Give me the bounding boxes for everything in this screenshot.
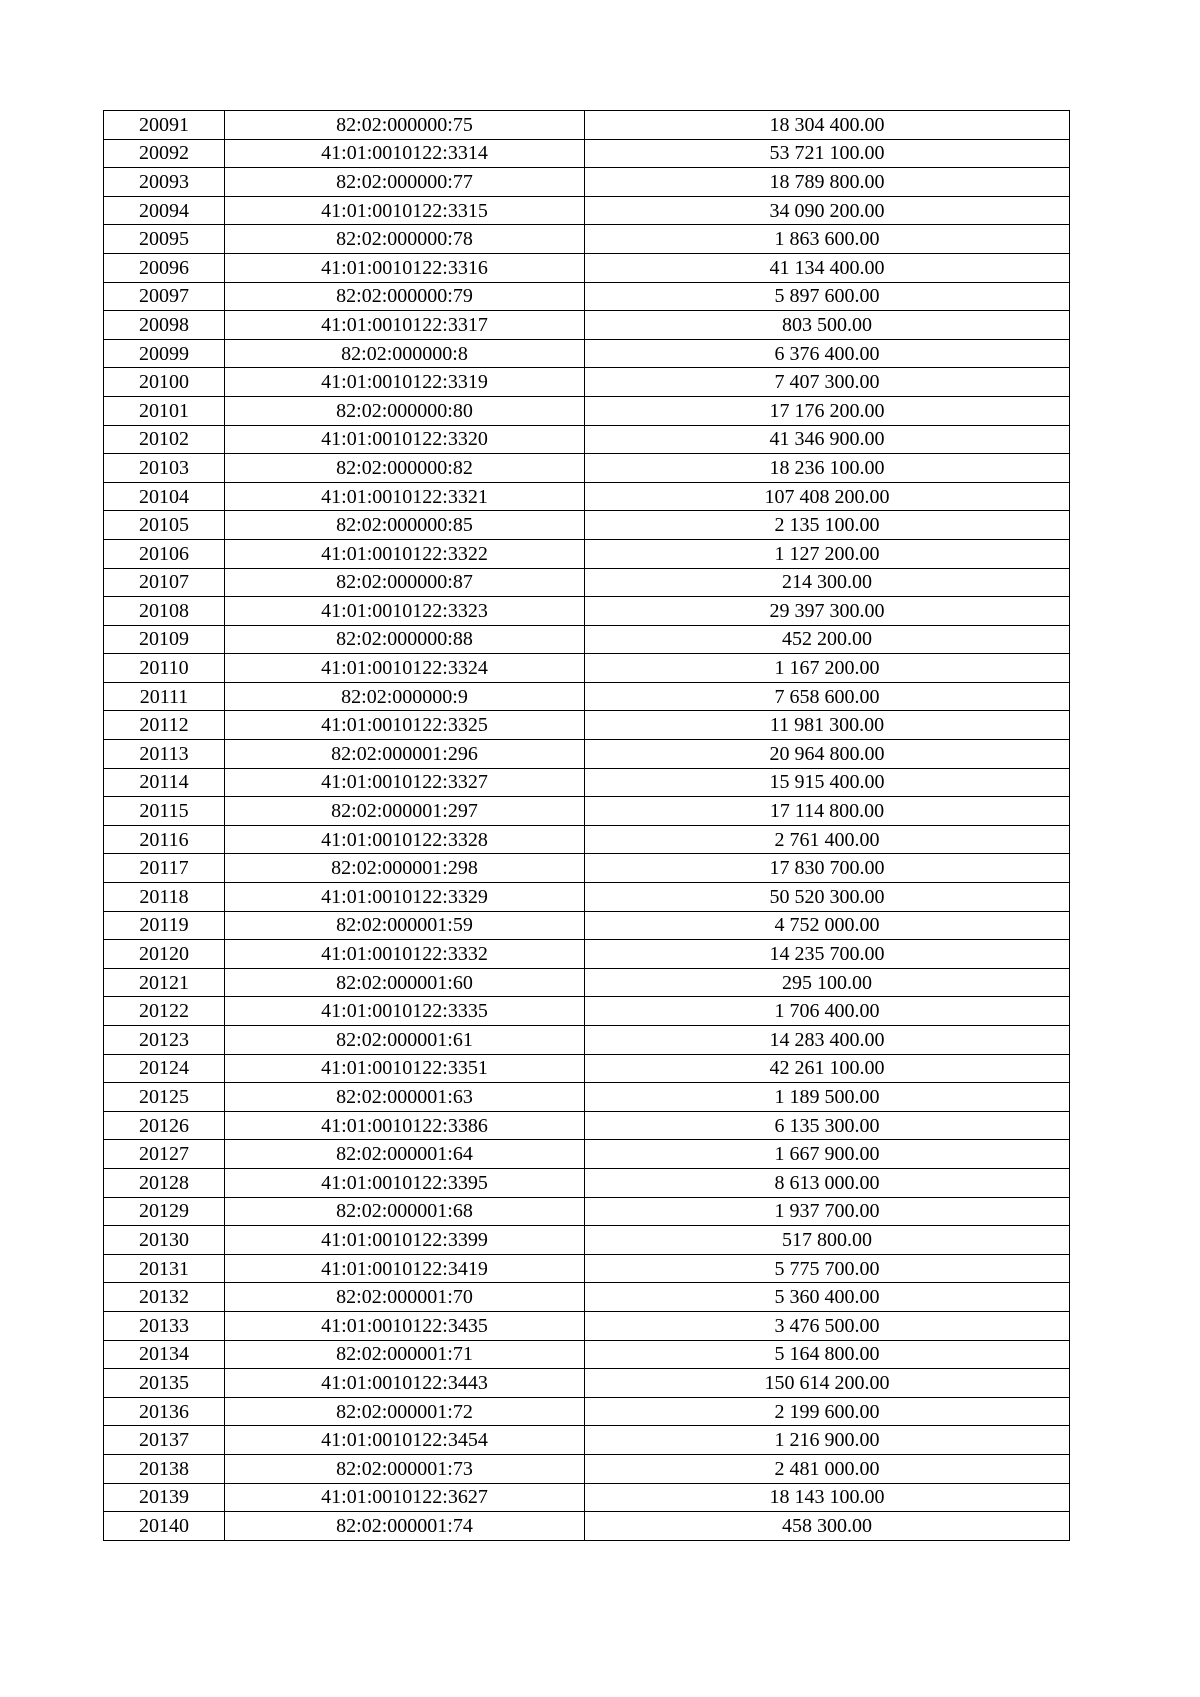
table-row bbox=[104, 1140, 1070, 1169]
row-number-cell: 20099 bbox=[104, 339, 225, 368]
cadastral-number-cell: 41:01:0010122:3329 bbox=[225, 883, 585, 912]
value-cell: 2 481 000.00 bbox=[585, 1454, 1070, 1483]
row-number-cell: 20132 bbox=[104, 1283, 225, 1312]
value-cell: 29 397 300.00 bbox=[585, 597, 1070, 626]
value-cell: 6 135 300.00 bbox=[585, 1111, 1070, 1140]
cadastral-number-cell: 82:02:000001:298 bbox=[225, 854, 585, 883]
table-row bbox=[104, 997, 1070, 1026]
table-row bbox=[104, 396, 1070, 425]
row-number-cell: 20105 bbox=[104, 511, 225, 540]
row-number-cell: 20119 bbox=[104, 911, 225, 940]
row-number-cell: 20139 bbox=[104, 1483, 225, 1512]
table-row bbox=[104, 1197, 1070, 1226]
table-row bbox=[104, 482, 1070, 511]
value-cell: 18 304 400.00 bbox=[585, 111, 1070, 140]
value-cell: 8 613 000.00 bbox=[585, 1168, 1070, 1197]
table-row bbox=[104, 654, 1070, 683]
value-cell: 107 408 200.00 bbox=[585, 482, 1070, 511]
table-row bbox=[104, 883, 1070, 912]
row-number-cell: 20092 bbox=[104, 139, 225, 168]
table-row bbox=[104, 1483, 1070, 1512]
value-cell: 1 167 200.00 bbox=[585, 654, 1070, 683]
table-row bbox=[104, 940, 1070, 969]
value-cell: 1 937 700.00 bbox=[585, 1197, 1070, 1226]
row-number-cell: 20127 bbox=[104, 1140, 225, 1169]
value-cell: 1 189 500.00 bbox=[585, 1083, 1070, 1112]
value-cell: 458 300.00 bbox=[585, 1512, 1070, 1541]
value-cell: 517 800.00 bbox=[585, 1226, 1070, 1255]
table-row bbox=[104, 1083, 1070, 1112]
table-row bbox=[104, 339, 1070, 368]
value-cell: 4 752 000.00 bbox=[585, 911, 1070, 940]
row-number-cell: 20098 bbox=[104, 311, 225, 340]
row-number-cell: 20112 bbox=[104, 711, 225, 740]
value-cell: 41 134 400.00 bbox=[585, 253, 1070, 282]
cadastral-number-cell: 41:01:0010122:3419 bbox=[225, 1254, 585, 1283]
cadastral-number-cell: 41:01:0010122:3627 bbox=[225, 1483, 585, 1512]
value-cell: 1 127 200.00 bbox=[585, 539, 1070, 568]
value-cell: 1 863 600.00 bbox=[585, 225, 1070, 254]
value-cell: 1 216 900.00 bbox=[585, 1426, 1070, 1455]
table-body bbox=[104, 111, 1070, 1541]
cadastral-number-cell: 41:01:0010122:3327 bbox=[225, 768, 585, 797]
value-cell: 17 114 800.00 bbox=[585, 797, 1070, 826]
value-cell: 53 721 100.00 bbox=[585, 139, 1070, 168]
row-number-cell: 20118 bbox=[104, 883, 225, 912]
row-number-cell: 20133 bbox=[104, 1311, 225, 1340]
value-cell: 1 706 400.00 bbox=[585, 997, 1070, 1026]
value-cell: 18 143 100.00 bbox=[585, 1483, 1070, 1512]
cadastral-number-cell: 82:02:000000:9 bbox=[225, 682, 585, 711]
cadastral-number-cell: 82:02:000000:80 bbox=[225, 396, 585, 425]
value-cell: 150 614 200.00 bbox=[585, 1369, 1070, 1398]
row-number-cell: 20111 bbox=[104, 682, 225, 711]
value-cell: 214 300.00 bbox=[585, 568, 1070, 597]
value-cell: 7 407 300.00 bbox=[585, 368, 1070, 397]
value-cell: 14 283 400.00 bbox=[585, 1026, 1070, 1055]
table-row bbox=[104, 711, 1070, 740]
row-number-cell: 20129 bbox=[104, 1197, 225, 1226]
table-row bbox=[104, 1283, 1070, 1312]
row-number-cell: 20126 bbox=[104, 1111, 225, 1140]
row-number-cell: 20091 bbox=[104, 111, 225, 140]
cadastral-number-cell: 41:01:0010122:3323 bbox=[225, 597, 585, 626]
table-row bbox=[104, 1168, 1070, 1197]
row-number-cell: 20115 bbox=[104, 797, 225, 826]
table-row bbox=[104, 1369, 1070, 1398]
table-row bbox=[104, 168, 1070, 197]
row-number-cell: 20123 bbox=[104, 1026, 225, 1055]
cadastral-number-cell: 41:01:0010122:3316 bbox=[225, 253, 585, 282]
table-row bbox=[104, 1054, 1070, 1083]
value-cell: 2 199 600.00 bbox=[585, 1397, 1070, 1426]
value-cell: 5 775 700.00 bbox=[585, 1254, 1070, 1283]
row-number-cell: 20101 bbox=[104, 396, 225, 425]
value-cell: 17 830 700.00 bbox=[585, 854, 1070, 883]
value-cell: 3 476 500.00 bbox=[585, 1311, 1070, 1340]
cadastral-number-cell: 82:02:000001:70 bbox=[225, 1283, 585, 1312]
row-number-cell: 20110 bbox=[104, 654, 225, 683]
value-cell: 5 164 800.00 bbox=[585, 1340, 1070, 1369]
row-number-cell: 20122 bbox=[104, 997, 225, 1026]
table-row bbox=[104, 568, 1070, 597]
table-row bbox=[104, 311, 1070, 340]
cadastral-number-cell: 41:01:0010122:3332 bbox=[225, 940, 585, 969]
value-cell: 34 090 200.00 bbox=[585, 196, 1070, 225]
row-number-cell: 20125 bbox=[104, 1083, 225, 1112]
table-row bbox=[104, 825, 1070, 854]
cadastral-number-cell: 41:01:0010122:3351 bbox=[225, 1054, 585, 1083]
value-cell: 14 235 700.00 bbox=[585, 940, 1070, 969]
cadastral-number-cell: 41:01:0010122:3335 bbox=[225, 997, 585, 1026]
table-row bbox=[104, 1454, 1070, 1483]
table-row bbox=[104, 1340, 1070, 1369]
table-row bbox=[104, 768, 1070, 797]
value-cell: 295 100.00 bbox=[585, 968, 1070, 997]
cadastral-number-cell: 41:01:0010122:3322 bbox=[225, 539, 585, 568]
value-cell: 17 176 200.00 bbox=[585, 396, 1070, 425]
value-cell: 42 261 100.00 bbox=[585, 1054, 1070, 1083]
value-cell: 6 376 400.00 bbox=[585, 339, 1070, 368]
cadastral-number-cell: 41:01:0010122:3399 bbox=[225, 1226, 585, 1255]
table-row bbox=[104, 425, 1070, 454]
cadastral-number-cell: 82:02:000001:68 bbox=[225, 1197, 585, 1226]
cadastral-number-cell: 82:02:000001:61 bbox=[225, 1026, 585, 1055]
row-number-cell: 20128 bbox=[104, 1168, 225, 1197]
cadastral-number-cell: 82:02:000000:8 bbox=[225, 339, 585, 368]
row-number-cell: 20103 bbox=[104, 454, 225, 483]
row-number-cell: 20095 bbox=[104, 225, 225, 254]
cadastral-number-cell: 41:01:0010122:3435 bbox=[225, 1311, 585, 1340]
table-row bbox=[104, 797, 1070, 826]
row-number-cell: 20097 bbox=[104, 282, 225, 311]
cadastral-number-cell: 41:01:0010122:3317 bbox=[225, 311, 585, 340]
value-cell: 15 915 400.00 bbox=[585, 768, 1070, 797]
table-row bbox=[104, 682, 1070, 711]
table-row bbox=[104, 1254, 1070, 1283]
row-number-cell: 20113 bbox=[104, 740, 225, 769]
cadastral-number-cell: 41:01:0010122:3325 bbox=[225, 711, 585, 740]
cadastral-number-cell: 82:02:000000:75 bbox=[225, 111, 585, 140]
cadastral-number-cell: 82:02:000000:82 bbox=[225, 454, 585, 483]
cadastral-number-cell: 82:02:000001:64 bbox=[225, 1140, 585, 1169]
cadastral-number-cell: 41:01:0010122:3386 bbox=[225, 1111, 585, 1140]
value-cell: 2 761 400.00 bbox=[585, 825, 1070, 854]
cadastral-number-cell: 41:01:0010122:3454 bbox=[225, 1426, 585, 1455]
table-row bbox=[104, 625, 1070, 654]
table-row bbox=[104, 454, 1070, 483]
value-cell: 20 964 800.00 bbox=[585, 740, 1070, 769]
table-row bbox=[104, 1226, 1070, 1255]
row-number-cell: 20116 bbox=[104, 825, 225, 854]
table-row bbox=[104, 139, 1070, 168]
row-number-cell: 20100 bbox=[104, 368, 225, 397]
table-row bbox=[104, 911, 1070, 940]
row-number-cell: 20138 bbox=[104, 1454, 225, 1483]
cadastral-number-cell: 82:02:000000:85 bbox=[225, 511, 585, 540]
value-cell: 41 346 900.00 bbox=[585, 425, 1070, 454]
value-cell: 7 658 600.00 bbox=[585, 682, 1070, 711]
cadastral-number-cell: 82:02:000000:78 bbox=[225, 225, 585, 254]
cadastral-number-cell: 82:02:000001:296 bbox=[225, 740, 585, 769]
cadastral-number-cell: 82:02:000000:88 bbox=[225, 625, 585, 654]
value-cell: 2 135 100.00 bbox=[585, 511, 1070, 540]
table-row bbox=[104, 282, 1070, 311]
cadastral-number-cell: 41:01:0010122:3328 bbox=[225, 825, 585, 854]
table-row bbox=[104, 196, 1070, 225]
row-number-cell: 20093 bbox=[104, 168, 225, 197]
cadastral-number-cell: 82:02:000001:73 bbox=[225, 1454, 585, 1483]
cadastral-number-cell: 41:01:0010122:3324 bbox=[225, 654, 585, 683]
table-row bbox=[104, 1397, 1070, 1426]
cadastral-number-cell: 82:02:000000:79 bbox=[225, 282, 585, 311]
row-number-cell: 20121 bbox=[104, 968, 225, 997]
cadastral-number-cell: 82:02:000001:297 bbox=[225, 797, 585, 826]
value-cell: 5 360 400.00 bbox=[585, 1283, 1070, 1312]
cadastral-number-cell: 82:02:000001:59 bbox=[225, 911, 585, 940]
cadastral-number-cell: 41:01:0010122:3395 bbox=[225, 1168, 585, 1197]
value-cell: 18 236 100.00 bbox=[585, 454, 1070, 483]
row-number-cell: 20134 bbox=[104, 1340, 225, 1369]
cadastral-number-cell: 82:02:000001:72 bbox=[225, 1397, 585, 1426]
row-number-cell: 20096 bbox=[104, 253, 225, 282]
table-row bbox=[104, 1512, 1070, 1541]
row-number-cell: 20137 bbox=[104, 1426, 225, 1455]
row-number-cell: 20135 bbox=[104, 1369, 225, 1398]
cadastral-number-cell: 41:01:0010122:3320 bbox=[225, 425, 585, 454]
table-row bbox=[104, 597, 1070, 626]
row-number-cell: 20107 bbox=[104, 568, 225, 597]
cadastral-number-cell: 82:02:000001:71 bbox=[225, 1340, 585, 1369]
cadastral-number-cell: 82:02:000001:63 bbox=[225, 1083, 585, 1112]
table-row bbox=[104, 368, 1070, 397]
cadastral-number-cell: 41:01:0010122:3315 bbox=[225, 196, 585, 225]
value-cell: 11 981 300.00 bbox=[585, 711, 1070, 740]
table-row bbox=[104, 225, 1070, 254]
cadastral-number-cell: 41:01:0010122:3321 bbox=[225, 482, 585, 511]
value-cell: 1 667 900.00 bbox=[585, 1140, 1070, 1169]
table-row bbox=[104, 111, 1070, 140]
row-number-cell: 20140 bbox=[104, 1512, 225, 1541]
value-cell: 50 520 300.00 bbox=[585, 883, 1070, 912]
row-number-cell: 20106 bbox=[104, 539, 225, 568]
cadastral-number-cell: 82:02:000001:60 bbox=[225, 968, 585, 997]
row-number-cell: 20130 bbox=[104, 1226, 225, 1255]
value-cell: 18 789 800.00 bbox=[585, 168, 1070, 197]
table-row bbox=[104, 968, 1070, 997]
table-row bbox=[104, 253, 1070, 282]
row-number-cell: 20136 bbox=[104, 1397, 225, 1426]
row-number-cell: 20114 bbox=[104, 768, 225, 797]
table-row bbox=[104, 511, 1070, 540]
cadastral-number-cell: 41:01:0010122:3314 bbox=[225, 139, 585, 168]
cadastral-number-cell: 82:02:000001:74 bbox=[225, 1512, 585, 1541]
cadastral-number-cell: 41:01:0010122:3443 bbox=[225, 1369, 585, 1398]
cadastral-number-cell: 82:02:000000:87 bbox=[225, 568, 585, 597]
row-number-cell: 20109 bbox=[104, 625, 225, 654]
table-row bbox=[104, 539, 1070, 568]
row-number-cell: 20117 bbox=[104, 854, 225, 883]
row-number-cell: 20104 bbox=[104, 482, 225, 511]
row-number-cell: 20108 bbox=[104, 597, 225, 626]
table-row bbox=[104, 740, 1070, 769]
row-number-cell: 20120 bbox=[104, 940, 225, 969]
table-row bbox=[104, 1111, 1070, 1140]
table-row bbox=[104, 854, 1070, 883]
cadastral-value-table bbox=[103, 110, 1070, 1541]
value-cell: 803 500.00 bbox=[585, 311, 1070, 340]
row-number-cell: 20094 bbox=[104, 196, 225, 225]
table-row bbox=[104, 1311, 1070, 1340]
cadastral-number-cell: 41:01:0010122:3319 bbox=[225, 368, 585, 397]
value-cell: 5 897 600.00 bbox=[585, 282, 1070, 311]
row-number-cell: 20131 bbox=[104, 1254, 225, 1283]
value-cell: 452 200.00 bbox=[585, 625, 1070, 654]
table-row bbox=[104, 1026, 1070, 1055]
table-row bbox=[104, 1426, 1070, 1455]
cadastral-number-cell: 82:02:000000:77 bbox=[225, 168, 585, 197]
row-number-cell: 20124 bbox=[104, 1054, 225, 1083]
row-number-cell: 20102 bbox=[104, 425, 225, 454]
